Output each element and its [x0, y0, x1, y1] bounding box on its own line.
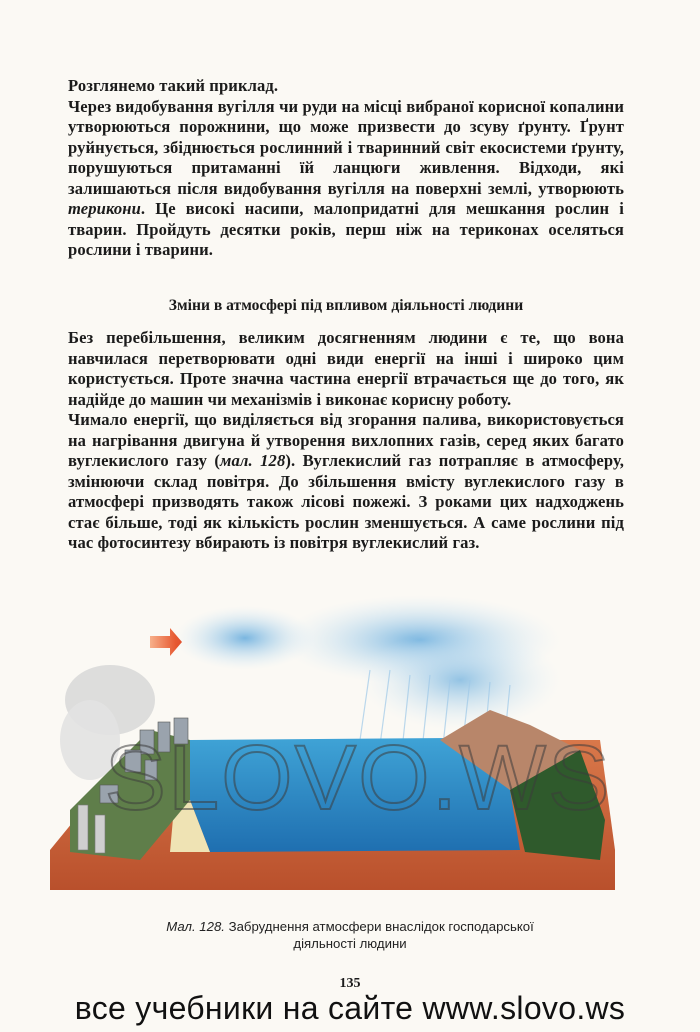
co2-text: Чимало енергії, що виділяється від згорання палива, використовується на нагрівання двигуна й утворення вихлопних газів, серед яких багато вуглекислого газу ( [68, 410, 624, 470]
site-banner[interactable]: все учебники на сайте www.slovo.ws [74, 990, 626, 1026]
intro-sentence: Розглянемо такий приклад. [68, 76, 279, 95]
figure-caption [140, 918, 560, 952]
figure-number: Мал. 128. [166, 919, 225, 934]
figure-ref: мал. 128 [220, 451, 286, 470]
caption-text: Забруднення атмосфери внаслідок господарської діяльності людини [224, 919, 534, 951]
co2-paragraph [68, 410, 624, 554]
section-heading: Зміни в атмосфері під впливом діяльності людини [168, 297, 524, 314]
atmosphere-paragraphs [68, 328, 624, 554]
mining-paragraph [68, 97, 624, 261]
page-number: 135 [339, 976, 361, 991]
mining-text: Через видобування вугілля чи руди на місці вибраної корисної копалини утворюються порожнини, що може призвести до зсуву ґрунту. Ґрунт руйнується, збіднюється рослинний і тваринний світ екосистеми ґрунту, порушуються притаманні їй ланцюги живлення. Відходи, які залишаються після видобування вугілля на поверхні землі, утворюють [68, 96, 624, 198]
term-terikony: терикони [68, 199, 141, 218]
energy-paragraph: Без перебільшення, великим досягненням людини є те, що вона навчилася перетворювати одні види енергії на інші і широко цим користується. Проте значна частина енергії втрачається ще до того, як надійде до машин чи механізмів і виконає корисну роботу. [68, 328, 624, 409]
mining-text-end: . Це високі насипи, малопридатні для мешкання рослин і тварин. Пройдуть десятки років, перш ніж на териконах оселяться рослини і тварини. [68, 199, 624, 259]
intro-paragraph [68, 76, 624, 261]
watermark: SLOVO.WS [104, 727, 612, 829]
co2-text-end: ). Вуглекислий газ потрапляє в атмосферу, змінюючи склад повітря. До збільшення вмісту вуглекислого газу в атмосфері призводять також лісові пожежі. З роками цих надходжень стає більше, тоді як кількість рослин зменшується. А саме рослини під час фотосинтезу вбирають із повітря вуглекислий газ. [68, 451, 624, 552]
